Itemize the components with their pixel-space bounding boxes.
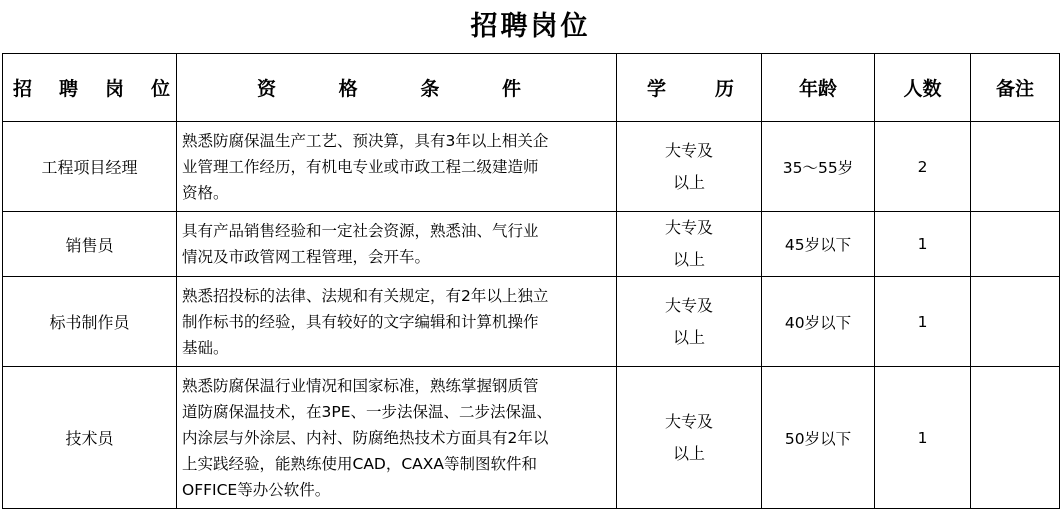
recruitment-table [2,53,1060,509]
table-row [3,122,1060,212]
requirements-line: OFFICE等办公软件。 [182,480,331,499]
education-cell [617,367,762,509]
header-education-char: 学 [647,78,667,100]
header-requirements-char: 格 [338,78,358,100]
age-cell: 40岁以下 [762,277,875,367]
table-row [3,212,1060,277]
education-line: 以上 [672,443,705,463]
requirements-line: 资格。 [182,183,229,202]
requirements-line: 基础。 [182,338,229,357]
header-position [3,54,177,122]
count-cell: 1 [875,367,971,509]
education-line: 大专及 [664,218,713,237]
education-line: 以上 [672,172,705,192]
education-line: 大专及 [664,411,713,431]
header-age: 年龄 [762,54,875,122]
education-line: 大专及 [664,140,713,160]
header-count: 人数 [875,54,971,122]
education-cell [617,212,762,277]
requirements-line: 熟悉防腐保温行业情况和国家标准，熟练掌握钢质管 [182,376,539,395]
requirements-line: 制作标书的经验，具有较好的文字编辑和计算机操作 [182,312,539,331]
count-cell: 2 [875,122,971,212]
education-line: 大专及 [664,295,713,315]
age-cell: 45岁以下 [762,212,875,277]
requirements-cell [177,277,617,367]
header-row [3,54,1060,122]
requirements-line: 情况及市政管网工程管理，会开车。 [182,248,431,266]
requirements-cell [177,212,617,277]
header-requirements-char: 条 [420,78,440,100]
header-education-char: 历 [714,78,734,100]
notes-cell [971,367,1060,509]
position-cell: 技术员 [3,367,177,509]
header-requirements [177,54,617,122]
header-position-char: 招 [13,78,33,100]
notes-cell [971,122,1060,212]
position-cell: 标书制作员 [3,277,177,367]
education-cell [617,277,762,367]
header-requirements-char: 资 [257,78,277,100]
header-education [617,54,762,122]
requirements-line: 道防腐保温技术，在3PE、一步法保温、二步法保温、 [182,402,553,421]
table-row [3,277,1060,367]
age-cell: 35～55岁 [762,122,875,212]
count-cell: 1 [875,212,971,277]
notes-cell [971,277,1060,367]
table-row [3,367,1060,509]
header-position-char: 岗 [104,78,124,100]
age-cell: 50岁以下 [762,367,875,509]
header-requirements-char: 件 [501,78,521,100]
requirements-line: 上实践经验，能熟练使用CAD，CAXA等制图软件和 [182,454,538,473]
requirements-line: 具有产品销售经验和一定社会资源，熟悉油、气行业 [182,222,539,240]
education-line: 以上 [672,327,705,347]
header-position-char: 位 [150,78,170,100]
requirements-line: 熟悉防腐保温生产工艺、预决算，具有3年以上相关企 [182,131,549,150]
page-title: 招聘岗位 [470,11,591,42]
position-cell: 工程项目经理 [3,122,177,212]
requirements-cell [177,122,617,212]
header-notes: 备注 [971,54,1060,122]
requirements-cell [177,367,617,509]
requirements-line: 业管理工作经历，有机电专业或市政工程二级建造师 [182,157,539,176]
education-line: 以上 [672,250,705,269]
header-position-char: 聘 [58,78,78,100]
requirements-line: 熟悉招投标的法律、法规和有关规定，有2年以上独立 [182,286,549,305]
education-cell [617,122,762,212]
position-cell: 销售员 [3,212,177,277]
count-cell: 1 [875,277,971,367]
requirements-line: 内涂层与外涂层、内衬、防腐绝热技术方面具有2年以 [182,428,549,447]
notes-cell [971,212,1060,277]
